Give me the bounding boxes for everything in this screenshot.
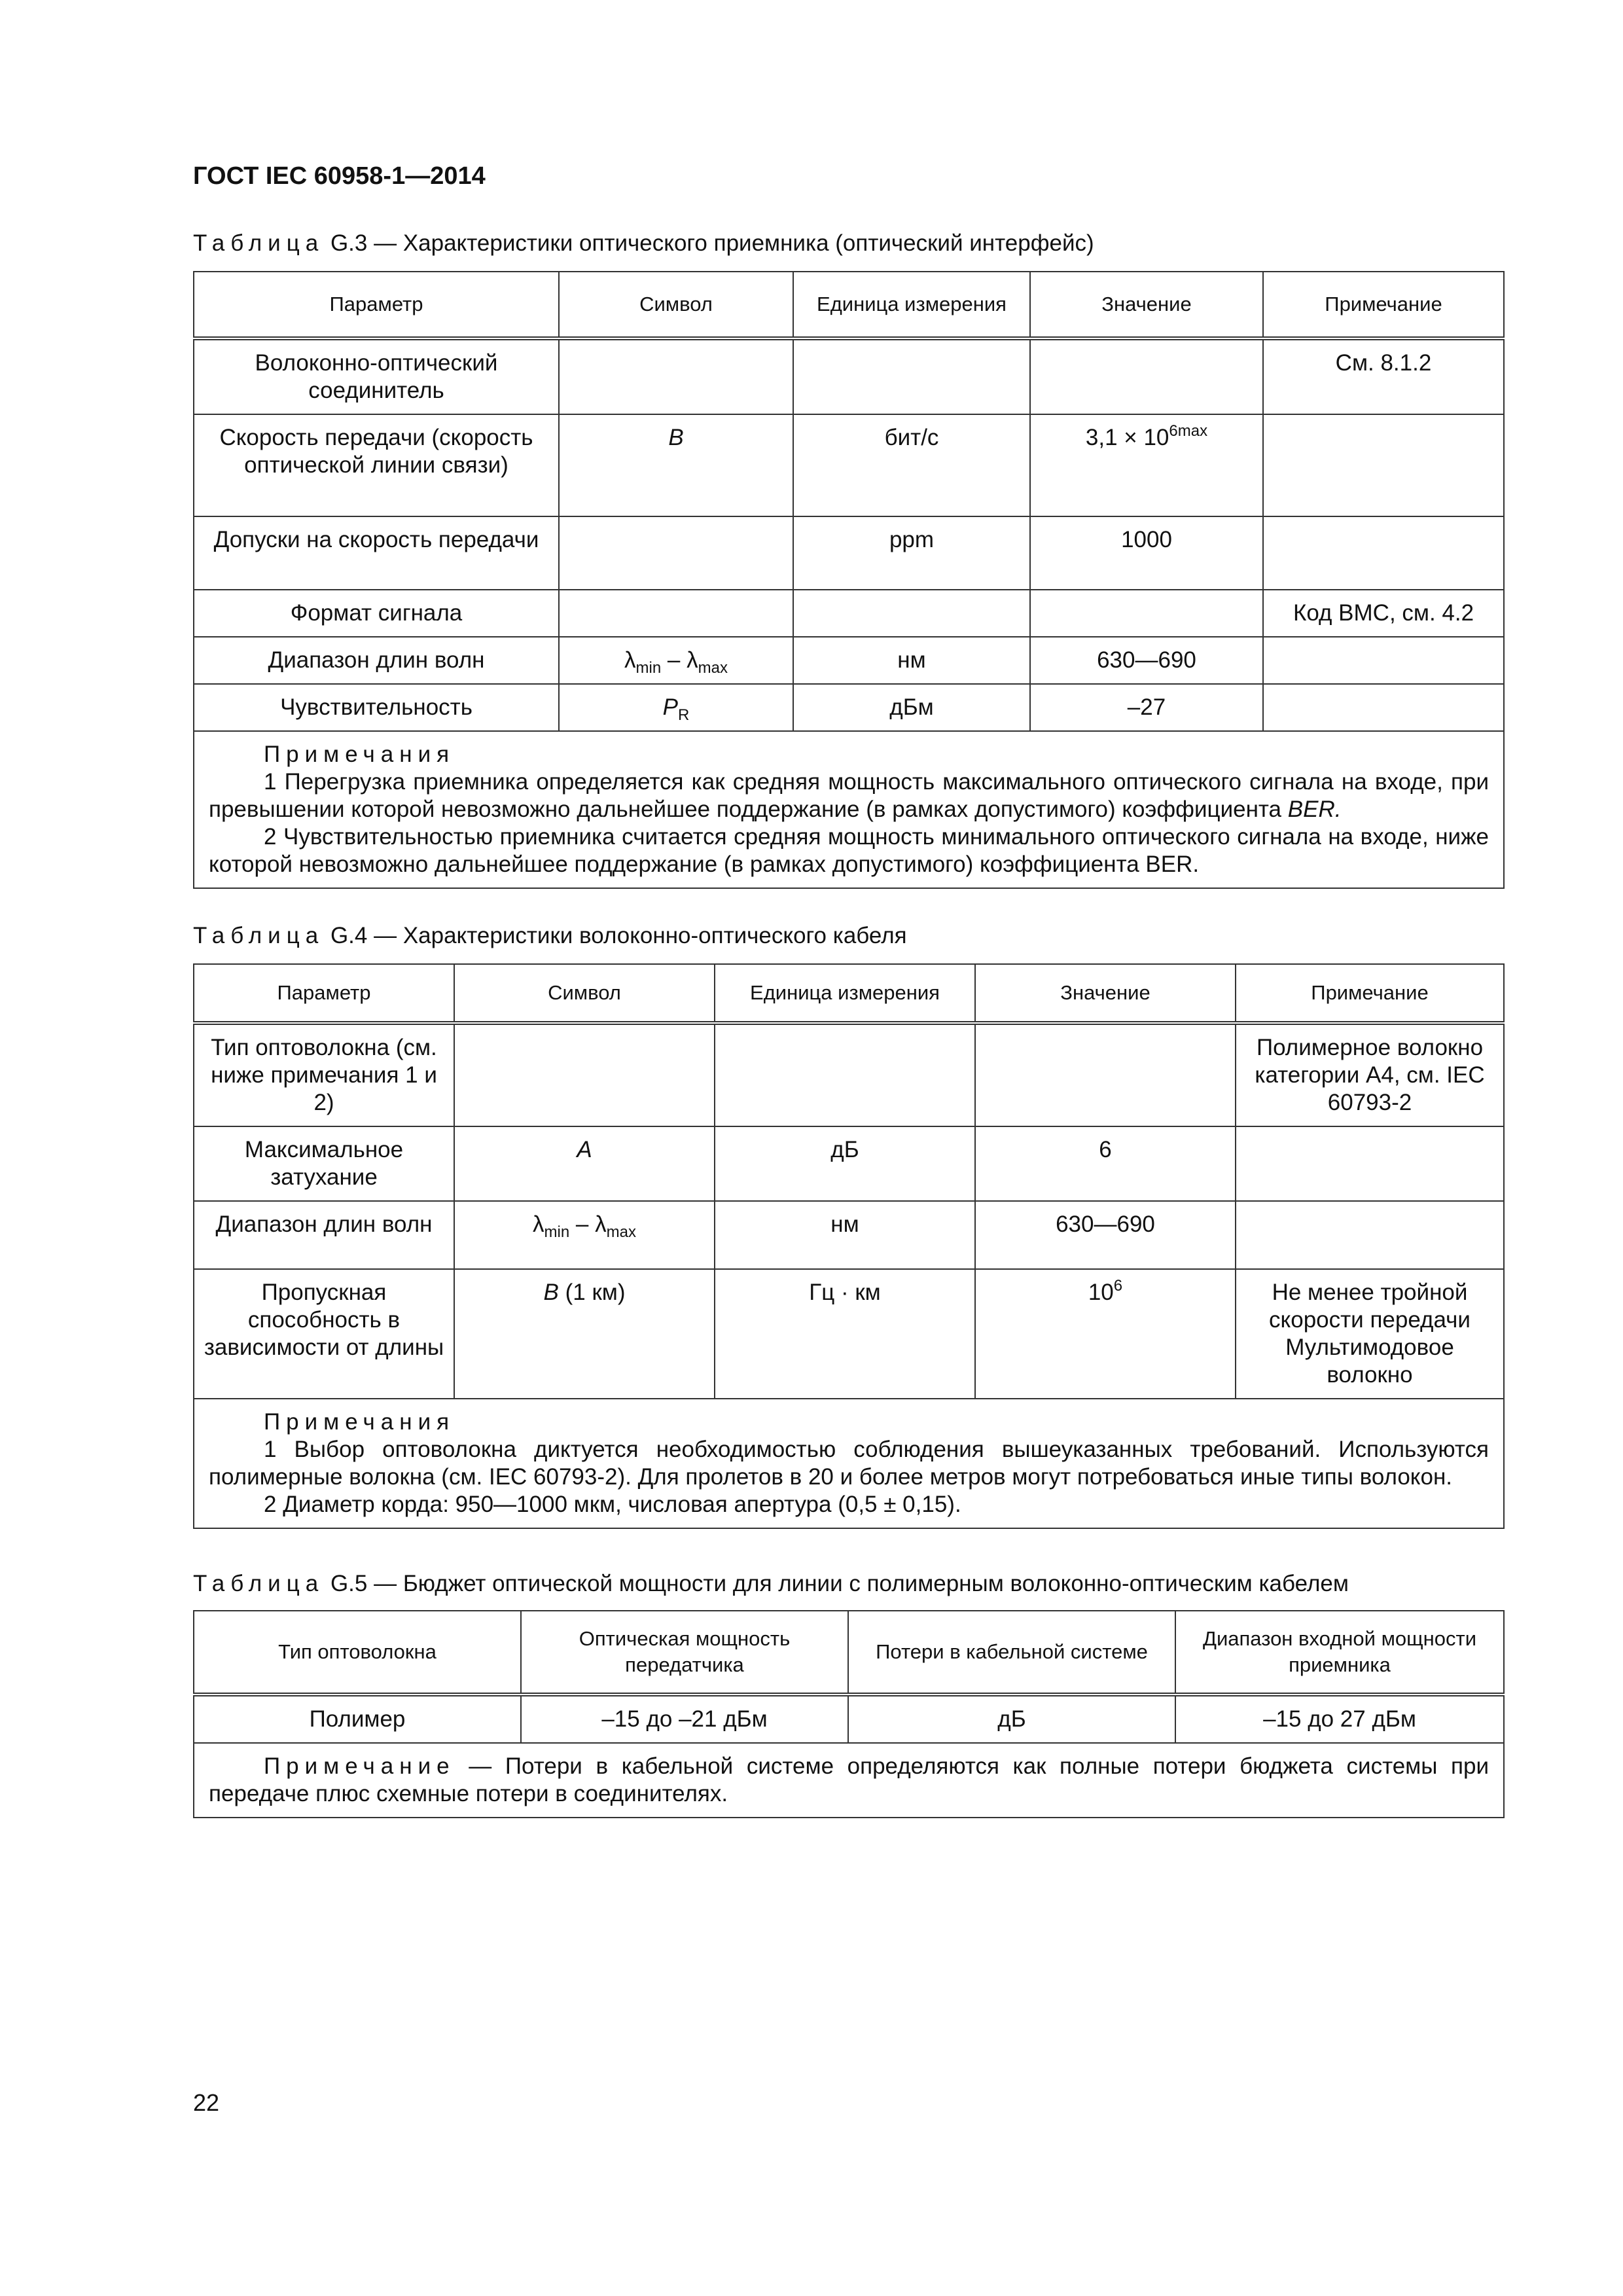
notes-cell — [194, 1743, 1504, 1818]
value-exponent: 6 — [1113, 1277, 1123, 1295]
symbol-qualifier: (1 км) — [558, 1280, 626, 1305]
table-g4-caption — [193, 923, 907, 949]
value-cell: 1000 — [1030, 516, 1263, 590]
symbol-cell — [454, 1269, 715, 1399]
note-cell — [1263, 414, 1504, 516]
table-g3 — [193, 271, 1505, 889]
note-1 — [209, 768, 1489, 823]
value-cell: –27 — [1030, 684, 1263, 731]
caption-word: Таблица — [193, 923, 325, 948]
header-cell: Примечание — [1263, 272, 1504, 338]
param-cell: Скорость передачи (скорость оптической линии связи) — [194, 414, 559, 516]
unit-cell: нм — [715, 1201, 975, 1269]
table-header-row — [194, 272, 1504, 338]
note-cell: См. 8.1.2 — [1263, 338, 1504, 414]
note-text: 1 Перегрузка приемника определяется как средняя мощность максимального оптического сигнала на входе, при превышении которой невозможно дальнейшее поддержание (в рамках допустимого) коэффициента — [209, 769, 1489, 822]
table-g3-caption — [193, 230, 1094, 257]
note-term: BER. — [1287, 797, 1342, 822]
table-row — [194, 637, 1504, 684]
page-number: 22 — [193, 2089, 220, 2116]
symbol-cell — [559, 516, 793, 590]
notes-row — [194, 1743, 1504, 1818]
table-row — [194, 1269, 1504, 1399]
symbol-cell — [559, 637, 793, 684]
notes-cell — [194, 1399, 1504, 1528]
table-row — [194, 1201, 1504, 1269]
value-cell: 630—690 — [1030, 637, 1263, 684]
table-row — [194, 338, 1504, 414]
notes-row — [194, 1399, 1504, 1528]
caption-text: G.5 — Бюджет оптической мощности для линии с полимерным волоконно-оптическим кабелем — [324, 1571, 1349, 1596]
table-g5-caption — [193, 1571, 1349, 1597]
symbol-subscript: min — [635, 659, 662, 677]
unit-cell: ppm — [793, 516, 1030, 590]
table-g5 — [193, 1610, 1505, 1818]
unit-cell — [793, 590, 1030, 637]
param-cell: Максимальное затухание — [194, 1126, 454, 1201]
unit-cell — [715, 1023, 975, 1126]
note-2: 2 Диаметр корда: 950—1000 мкм, числовая апертура (0,5 ± 0,15). — [264, 1492, 961, 1517]
header-cell: Единица измерения — [793, 272, 1030, 338]
table-row — [194, 1695, 1504, 1743]
param-cell: Пропускная способность в зависимости от длины — [194, 1269, 454, 1399]
symbol-cell — [559, 338, 793, 414]
header-cell: Оптическая мощность передатчика — [521, 1611, 848, 1695]
header-cell: Символ — [559, 272, 793, 338]
symbol-dash: – — [661, 647, 687, 673]
table-header-row — [194, 1611, 1504, 1695]
header-cell: Параметр — [194, 964, 454, 1023]
symbol-cell: B — [559, 414, 793, 516]
param-cell: Чувствительность — [194, 684, 559, 731]
range-cell: –15 до 27 дБм — [1175, 1695, 1504, 1743]
param-cell: Формат сигнала — [194, 590, 559, 637]
unit-cell: Гц · км — [715, 1269, 975, 1399]
param-cell: Допуски на скорость передачи — [194, 516, 559, 590]
fiber-cell: Полимер — [194, 1695, 521, 1743]
note-cell — [1263, 637, 1504, 684]
symbol-text: B — [543, 1280, 559, 1305]
unit-cell — [793, 338, 1030, 414]
caption-word: Таблица — [193, 1571, 325, 1596]
value-cell — [1030, 590, 1263, 637]
header-cell: Параметр — [194, 272, 559, 338]
caption-text: G.3 — Характеристики оптического приемника (оптический интерфейс) — [324, 230, 1094, 256]
symbol-cell — [454, 1201, 715, 1269]
note-cell — [1236, 1126, 1504, 1201]
note-cell — [1263, 684, 1504, 731]
value-cell: 630—690 — [975, 1201, 1236, 1269]
note-1: 1 Выбор оптоволокна диктуется необходимостью соблюдения вышеуказанных требований. Используются полимерные волокна (см. IEC 60793-2). Для пролетов в 20 и более метров могут потребоваться иные типы волокон. — [209, 1437, 1489, 1490]
note-2: 2 Чувствительностью приемника считается средняя мощность минимального оптического сигнала на входе, ниже которой невозможно дальнейшее поддержание (в рамках допустимого) коэффициента BER. — [209, 824, 1489, 877]
note-cell — [1263, 516, 1504, 590]
caption-word: Таблица — [193, 230, 325, 256]
document-header: ГОСТ IEC 60958-1—2014 — [193, 162, 486, 190]
table-row — [194, 414, 1504, 516]
notes-title: Примечания — [264, 742, 455, 767]
header-cell: Единица измерения — [715, 964, 975, 1023]
notes-title: Примечания — [264, 1409, 455, 1435]
symbol-subscript: max — [698, 659, 728, 677]
note-1 — [209, 1753, 1489, 1808]
notes-cell — [194, 731, 1504, 888]
param-cell: Диапазон длин волн — [194, 1201, 454, 1269]
header-cell: Тип оптоволокна — [194, 1611, 521, 1695]
notes-row — [194, 731, 1504, 888]
table-row — [194, 1126, 1504, 1201]
symbol-cell — [454, 1023, 715, 1126]
symbol-cell — [559, 684, 793, 731]
note-cell: Не менее тройной скорости передачи Мультимодовое волокно — [1236, 1269, 1504, 1399]
value-cell: 6 — [975, 1126, 1236, 1201]
table-row — [194, 1023, 1504, 1126]
table-g4 — [193, 963, 1505, 1529]
symbol-subscript: R — [678, 706, 690, 724]
lambda-symbol: λ — [595, 1211, 607, 1237]
value-text: 10 — [1088, 1280, 1114, 1305]
unit-cell: нм — [793, 637, 1030, 684]
table-header-row — [194, 964, 1504, 1023]
symbol-cell — [559, 590, 793, 637]
unit-cell: дБ — [715, 1126, 975, 1201]
note-cell: Код BMC, см. 4.2 — [1263, 590, 1504, 637]
value-text: 3,1 × 10 — [1085, 425, 1169, 450]
param-cell: Тип оптоволокна (см. ниже примечания 1 и 2) — [194, 1023, 454, 1126]
header-cell: Символ — [454, 964, 715, 1023]
header-cell: Примечание — [1236, 964, 1504, 1023]
unit-cell: бит/с — [793, 414, 1030, 516]
param-cell: Волоконно-оптический соединитель — [194, 338, 559, 414]
header-cell: Потери в кабельной системе — [848, 1611, 1175, 1695]
note-text: — Потери в кабельной системе определяются как полные потери бюджета системы при передаче плюс схемные потери в соединителях. — [209, 1753, 1489, 1806]
value-cell — [975, 1269, 1236, 1399]
symbol-cell: A — [454, 1126, 715, 1201]
lambda-symbol: λ — [624, 647, 636, 673]
symbol-dash: – — [569, 1211, 596, 1237]
value-cell — [1030, 414, 1263, 516]
table-row — [194, 590, 1504, 637]
note-cell — [1236, 1201, 1504, 1269]
table-row — [194, 516, 1504, 590]
value-cell — [1030, 338, 1263, 414]
caption-text: G.4 — Характеристики волоконно-оптического кабеля — [324, 923, 907, 948]
value-cell — [975, 1023, 1236, 1126]
header-cell: Значение — [1030, 272, 1263, 338]
table-row — [194, 684, 1504, 731]
unit-cell: дБм — [793, 684, 1030, 731]
symbol-subscript: min — [544, 1223, 570, 1241]
value-exponent: 6max — [1169, 422, 1208, 440]
loss-cell: дБ — [848, 1695, 1175, 1743]
note-cell: Полимерное волокно категории А4, см. IEC 60793-2 — [1236, 1023, 1504, 1126]
param-cell: Диапазон длин волн — [194, 637, 559, 684]
header-cell: Диапазон входной мощности приемника — [1175, 1611, 1504, 1695]
lambda-symbol: λ — [687, 647, 698, 673]
lambda-symbol: λ — [533, 1211, 544, 1237]
symbol-subscript: max — [606, 1223, 636, 1241]
power-cell: –15 до –21 дБм — [521, 1695, 848, 1743]
symbol-text: P — [662, 694, 678, 720]
header-cell: Значение — [975, 964, 1236, 1023]
note-word: Примечание — [264, 1753, 455, 1779]
